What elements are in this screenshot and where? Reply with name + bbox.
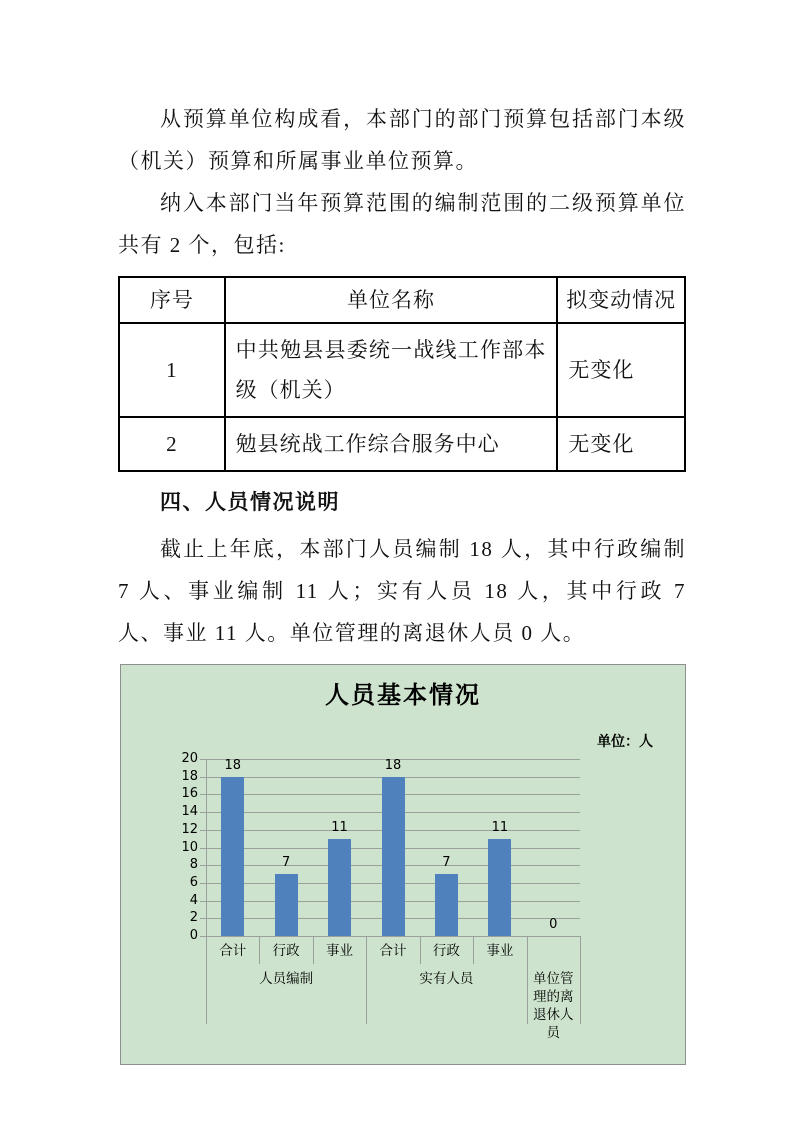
y-axis-tick-label: 18 [181,768,198,784]
y-axis-tick-label: 16 [181,786,198,802]
table-row [119,417,685,471]
category-label: 行政 [272,943,300,958]
category-label: 合计 [219,943,247,958]
y-axis-tick-label: 0 [189,928,198,943]
section-heading-personnel: 四、人员情况说明 [160,491,340,514]
paragraph-budget-units-intro: 纳入本部门当年预算范围的编制范围的二级预算单位共有 2 个，包括: [118,191,686,257]
group-label: 实有人员 [419,971,474,986]
category-divider [259,936,260,964]
personnel-chart [120,664,686,1065]
table-row [119,323,685,417]
y-axis-tick-label: 8 [189,857,198,873]
y-axis-tick-label: 20 [181,751,198,766]
gridline [206,936,580,937]
y-axis-tick-label: 10 [181,839,198,855]
y-axis-tick-label: 14 [181,804,198,820]
group-label: 人员编制 [259,971,314,986]
table-cell-seq: 1 [119,323,225,417]
table-header-name: 单位名称 [225,277,558,323]
category-divider [420,936,421,964]
category-label: 合计 [379,943,407,958]
bar [382,777,405,936]
category-divider [473,936,474,964]
table-header-change: 拟变动情况 [557,277,685,323]
table-cell-seq: 2 [119,417,225,471]
bar-value-label: 11 [491,819,509,835]
y-axis-tick-label: 2 [189,910,198,926]
y-axis-tick-label: 6 [189,874,198,890]
table-cell-name: 勉县统战工作综合服务中心 [225,417,558,471]
bar-value-label: 18 [384,757,402,773]
category-divider [313,936,314,964]
category-label: 事业 [486,943,514,958]
bar-value-label: 18 [224,757,241,773]
bar-value-label: 7 [281,855,291,871]
chart-unit-label: 单位：人 [597,733,653,749]
table-cell-name: 中共勉县县委统一战线工作部本级（机关） [225,323,558,417]
bar-value-label: 7 [442,855,451,871]
y-axis-tick-label: 4 [189,892,198,908]
table-header-row [119,277,685,323]
table-cell-change: 无变化 [557,417,685,471]
bar [488,839,511,936]
category-label: 行政 [432,943,460,958]
y-axis-tick-label: 12 [181,821,198,837]
category-label: 事业 [326,943,354,958]
group-divider [580,936,581,1024]
budget-units-table [118,276,686,472]
bar-value-label: 0 [549,917,558,932]
paragraph-personnel-summary: 截止上年底，本部门人员编制 18 人，其中行政编制 7 人、事业编制 11 人；实有人员 18 人，其中行政 7 人、事业 11 人。单位管理的离退休人员 0 人。 [118,537,686,645]
bar [221,777,244,936]
group-label: 单位管理的离退休人员 [533,971,574,1040]
bar-value-label: 11 [331,819,348,835]
bar [275,874,298,936]
table-cell-change: 无变化 [557,323,685,417]
paragraph-budget-composition: 从预算单位构成看，本部门的部门预算包括部门本级（机关）预算和所属事业单位预算。 [118,107,686,173]
chart-title: 人员基本情况 [325,682,481,709]
table-header-seq: 序号 [119,277,225,323]
bar [328,839,351,936]
page-content [118,98,686,1065]
bar [435,874,458,936]
